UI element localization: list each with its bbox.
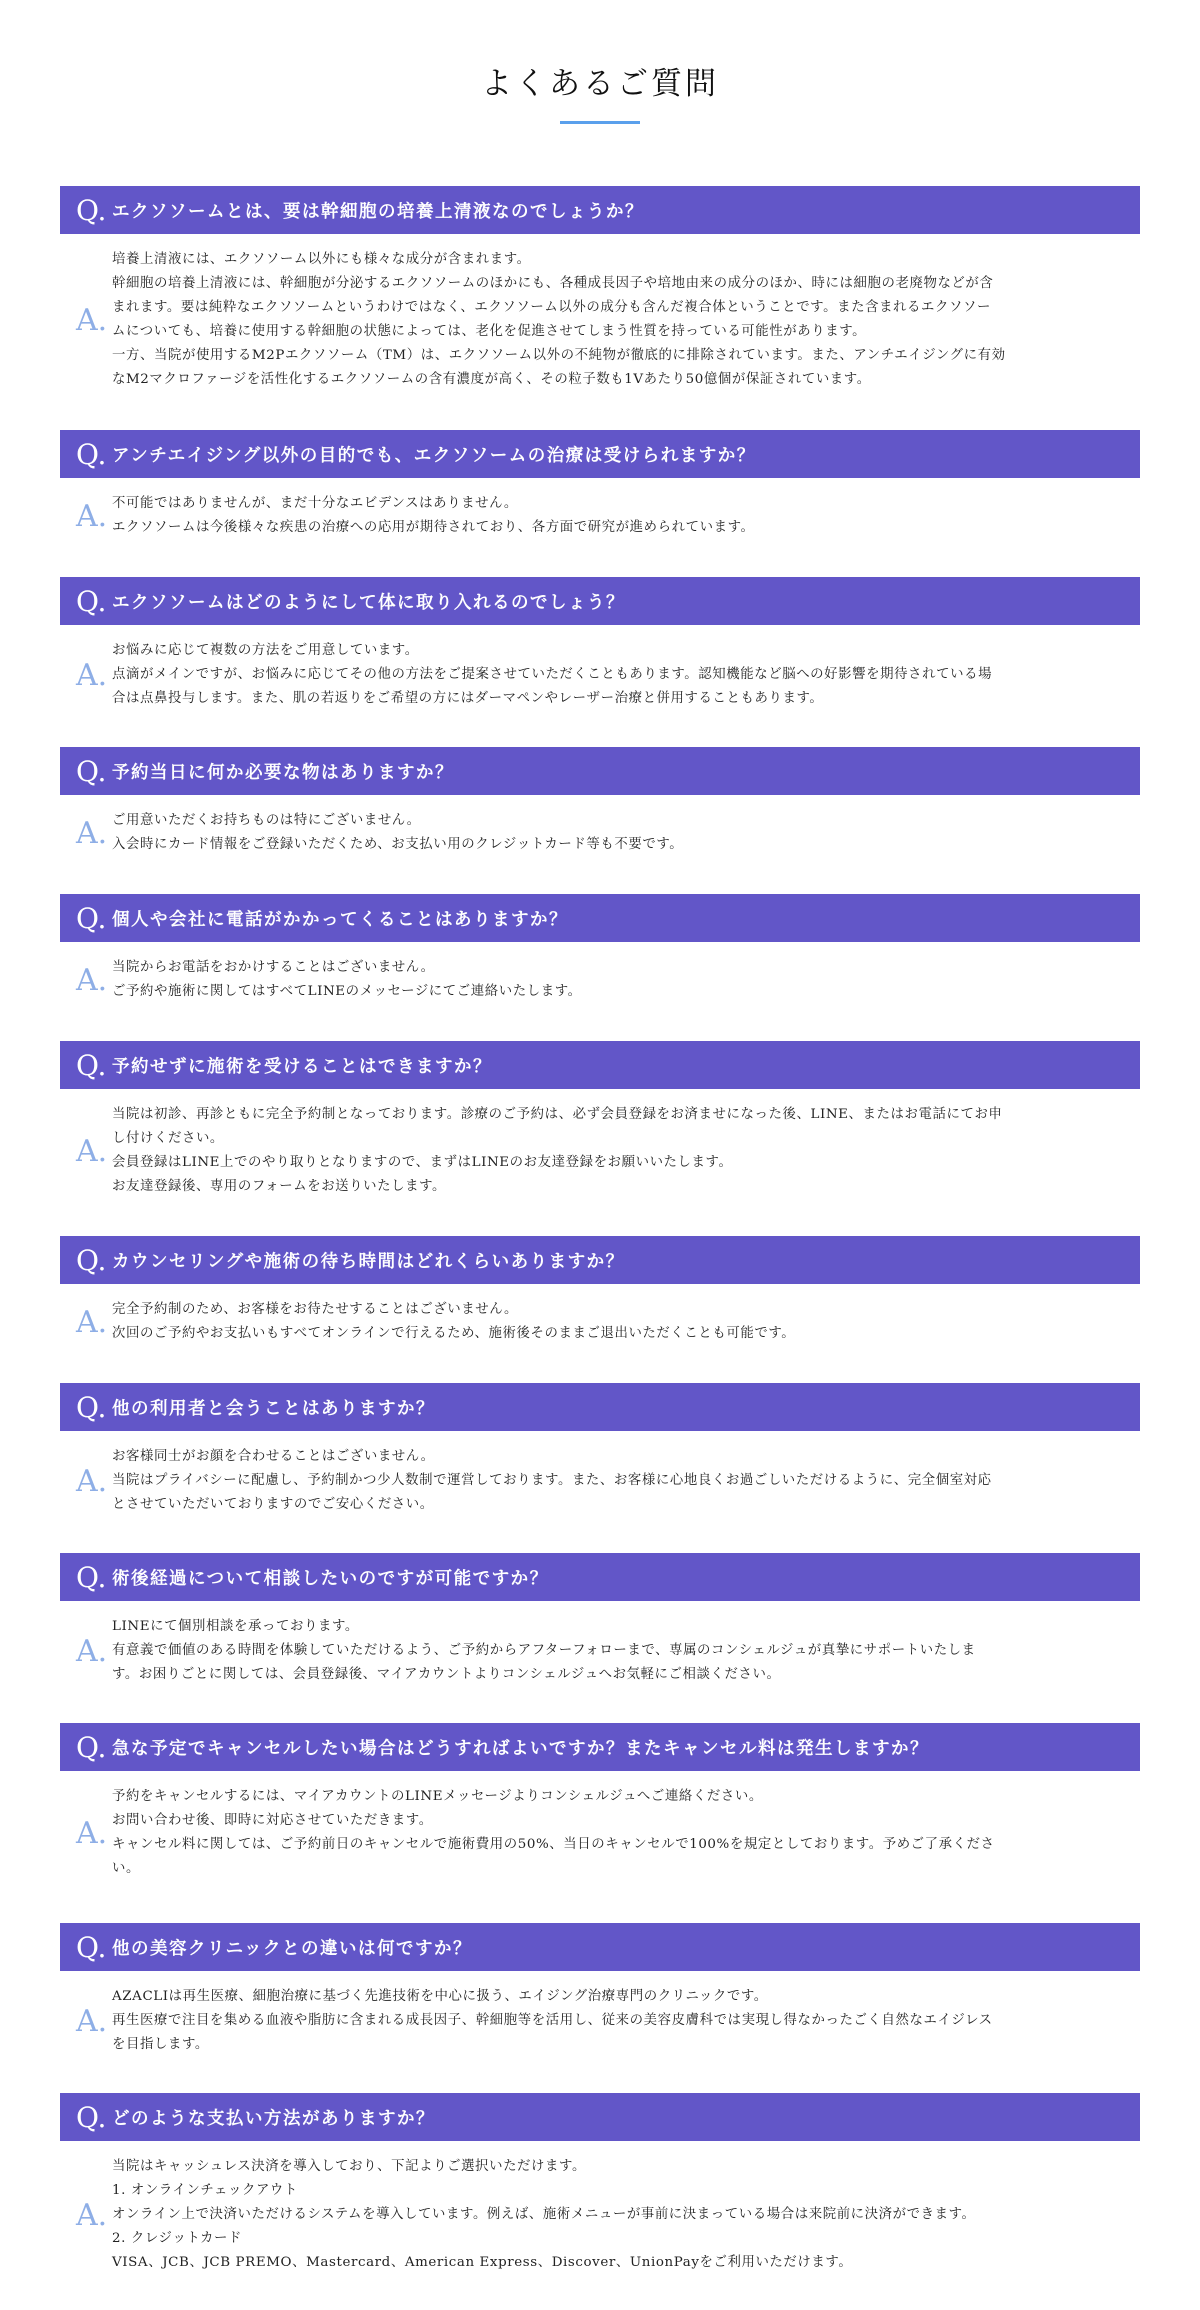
faq-question-bar[interactable]: [60, 1383, 1140, 1431]
faq-answer-line: ご用意いただくお持ちものは特にございません。: [112, 813, 421, 828]
answer-mark-label: A.: [76, 498, 108, 534]
faq-answer-body: [112, 809, 1136, 857]
faq-answer-line: 完全予約制のため、お客様をお待たせすることはございません。: [112, 1302, 518, 1317]
faq-answer: [60, 1601, 1140, 1687]
faq-answer-line: 再生医療で注目を集める血液や脂肪に含まれる成長因子、幹細胞等を活用し、従来の美容皮膚科では実現し得なかったごく自然なエイジレス: [112, 2013, 993, 2028]
faq-answer-line: 点滴がメインですが、お悩みに応じてその他の方法をご提案させていただくこともあります。認知機能など脳への好影響を期待されている場: [112, 667, 993, 682]
faq-answer-line: とさせていただいておりますのでご安心ください。: [112, 1497, 434, 1512]
faq-question-bar[interactable]: [60, 894, 1140, 942]
faq-answer-line: ご予約や施術に関してはすべてLINEのメッセージにてご連絡いたします。: [112, 984, 582, 999]
faq-item: [60, 577, 1140, 711]
faq-question-bar[interactable]: [60, 186, 1140, 234]
question-mark-label: Q.: [76, 1930, 107, 1964]
faq-question-bar[interactable]: [60, 1236, 1140, 1284]
faq-question-text: どのような支払い方法がありますか？: [112, 2108, 435, 2129]
question-mark-label: Q.: [76, 2100, 107, 2134]
faq-answer: [60, 1771, 1140, 1881]
answer-mark-label: A.: [76, 962, 108, 998]
answer-mark-label: A.: [76, 2197, 108, 2233]
faq-answer-line: AZACLIは再生医療、細胞治療に基づく先進技術を中心に扱う、エイジング治療専門のクリニックです。: [112, 1989, 768, 2004]
faq-answer-body: [112, 1615, 1136, 1687]
faq-item: [60, 1553, 1140, 1687]
faq-answer-line: 入会時にカード情報をご登録いただくため、お支払い用のクレジットカード等も不要です。: [112, 837, 684, 852]
faq-answer-line: 有意義で価値のある時間を体験していただけるよう、ご予約からアフターフォローまで、専属のコンシェルジュが真摯にサポートいたしま: [112, 1643, 976, 1658]
faq-answer-line: 当院はキャッシュレス決済を導入しており、下記よりご選択いただけます。: [112, 2159, 586, 2174]
faq-question-bar[interactable]: [60, 577, 1140, 625]
faq-item: [60, 747, 1140, 857]
faq-answer-line: お問い合わせ後、即時に対応させていただきます。: [112, 1813, 433, 1828]
faq-item: [60, 894, 1140, 1004]
faq-answer-body: [112, 1985, 1136, 2057]
faq-answer-line: キャンセル料に関しては、ご予約前日のキャンセルで施術費用の50%、当日のキャンセルで100%を規定としております。予めご了承くださ: [112, 1837, 995, 1852]
faq-question-bar[interactable]: [60, 1923, 1140, 1971]
answer-mark-label: A.: [76, 815, 108, 851]
faq-question-bar[interactable]: [60, 747, 1140, 795]
faq-answer-line: 2. クレジットカード: [112, 2231, 243, 2246]
question-mark-label: Q.: [76, 1730, 107, 1764]
question-mark-label: Q.: [76, 193, 107, 227]
faq-answer-line: 当院は初診、再診ともに完全予約制となっております。診療のご予約は、必ず会員登録をお済ませになった後、LINE、またはお電話にてお申: [112, 1107, 1003, 1122]
question-mark-label: Q.: [76, 1560, 107, 1594]
faq-answer-line: 不可能ではありませんが、まだ十分なエビデンスはありません。: [112, 496, 518, 511]
answer-mark-label: A.: [76, 1815, 108, 1851]
faq-answer-line: お友達登録後、専用のフォームをお送りいたします。: [112, 1179, 447, 1194]
faq-answer-line: い。: [112, 1861, 140, 1876]
answer-mark-label: A.: [76, 2003, 108, 2039]
faq-question-bar[interactable]: [60, 1553, 1140, 1601]
faq-question-text: 術後経過について相談したいのですが可能ですか？: [112, 1568, 549, 1589]
question-mark-label: Q.: [76, 1048, 107, 1082]
faq-answer-line: VISA、JCB、JCB PREMO、Mastercard、American Express、Discover、UnionPayをご利用いただけます。: [112, 2255, 853, 2270]
faq-answer: [60, 1971, 1140, 2057]
faq-answer-line: 当院はプライバシーに配慮し、予約制かつ少人数制で運営しております。また、お客様に心地良くお過ごしいただけるように、完全個室対応: [112, 1473, 992, 1488]
faq-question-text: 予約せずに施術を受けることはできますか？: [112, 1056, 492, 1077]
answer-mark-label: A.: [76, 1304, 108, 1340]
faq-question-bar[interactable]: [60, 2093, 1140, 2141]
faq-question-text: 予約当日に何か必要な物はありますか？: [112, 762, 454, 783]
question-mark-label: Q.: [76, 584, 107, 618]
faq-answer-line: 一方、当院が使用するM2Pエクソソーム（TM）は、エクソソーム以外の不純物が徹底的に排除されています。また、アンチエイジングに有効: [112, 348, 1006, 363]
faq-answer-body: [112, 492, 1136, 540]
faq-question-text: 他の美容クリニックとの違いは何ですか？: [112, 1938, 472, 1959]
faq-question-text: アンチエイジング以外の目的でも、エクソソームの治療は受けられますか？: [112, 445, 756, 466]
faq-item: [60, 1041, 1140, 1199]
faq-question-text: 他の利用者と会うことはありますか？: [112, 1398, 435, 1419]
faq-answer-body: [112, 639, 1136, 711]
faq-answer: [60, 1089, 1140, 1199]
faq-answer-line: 次回のご予約やお支払いもすべてオンラインで行えるため、施術後そのままご退出いただくことも可能です。: [112, 1326, 796, 1341]
answer-mark-label: A.: [76, 1633, 108, 1669]
faq-answer-body: [112, 1445, 1136, 1517]
faq-answer: [60, 234, 1140, 392]
faq-answer-line: オンライン上で決済いただけるシステムを導入しています。例えば、施術メニューが事前に決まっている場合は来院前に決済ができます。: [112, 2207, 976, 2222]
faq-answer-line: ムについても、培養に使用する幹細胞の状態によっては、老化を促進させてしまう性質を持っている可能性があります。: [112, 324, 867, 339]
question-mark-label: Q.: [76, 1390, 107, 1424]
faq-answer-line: エクソソームは今後様々な疾患の治療への応用が期待されており、各方面で研究が進められています。: [112, 520, 755, 535]
faq-item: [60, 1383, 1140, 1517]
faq-answer-line: 合は点鼻投与します。また、肌の若返りをご希望の方にはダーマペンやレーザー治療と併用することもあります。: [112, 691, 824, 706]
faq-answer-line: LINEにて個別相談を承っております。: [112, 1619, 359, 1634]
faq-answer: [60, 1284, 1140, 1346]
answer-mark-label: A.: [76, 657, 108, 693]
title-underline: [560, 121, 640, 124]
faq-item: [60, 430, 1140, 540]
faq-answer-body: [112, 956, 1136, 1004]
faq-item: [60, 1236, 1140, 1346]
faq-answer-line: 幹細胞の培養上清液には、幹細胞が分泌するエクソソームのほかにも、各種成長因子や培地由来の成分のほか、時には細胞の老廃物などが含: [112, 276, 994, 291]
page-title: よくあるご質問: [481, 66, 719, 102]
faq-answer-body: [112, 1785, 1136, 1881]
question-mark-label: Q.: [76, 754, 107, 788]
faq-answer-line: 会員登録はLINE上でのやり取りとなりますので、まずはLINEのお友達登録をお願いいたします。: [112, 1155, 733, 1170]
faq-answer-line: 培養上清液には、エクソソーム以外にも様々な成分が含まれます。: [112, 252, 531, 267]
answer-mark-label: A.: [76, 1463, 108, 1499]
faq-answer-line: 予約をキャンセルするには、マイアカウントのLINEメッセージよりコンシェルジュへご連絡ください。: [112, 1789, 763, 1804]
faq-item: [60, 1723, 1140, 1881]
faq-answer-line: お悩みに応じて複数の方法をご用意しています。: [112, 643, 419, 658]
faq-answer-line: を目指します。: [112, 2037, 209, 2052]
faq-question-text: エクソソームとは、要は幹細胞の培養上清液なのでしょうか？: [112, 201, 644, 222]
faq-question-text: カウンセリングや施術の待ち時間はどれくらいありますか？: [112, 1251, 625, 1272]
faq-answer-line: す。お困りごとに関しては、会員登録後、マイアカウントよりコンシェルジュへお気軽にご相談ください。: [112, 1667, 781, 1682]
faq-answer-line: お客様同士がお顔を合わせることはございません。: [112, 1449, 435, 1464]
faq-item: [60, 186, 1140, 392]
faq-answer: [60, 2141, 1140, 2275]
faq-answer-line: し付けください。: [112, 1131, 224, 1146]
faq-answer-body: [112, 1103, 1136, 1199]
faq-answer-body: [112, 2155, 1136, 2275]
question-mark-label: Q.: [76, 1243, 107, 1277]
answer-mark-label: A.: [76, 1133, 108, 1169]
faq-answer-line: なM2マクロファージを活性化するエクソソームの含有濃度が高く、その粒子数も1Vあたり50億個が保証されています。: [112, 372, 871, 387]
faq-answer-line: まれます。要は純粋なエクソソームというわけではなく、エクソソーム以外の成分も含んだ複合体ということです。また含まれるエクソソー: [112, 300, 991, 315]
faq-item: [60, 1923, 1140, 2057]
question-mark-label: Q.: [76, 901, 107, 935]
faq-answer-body: [112, 1298, 1136, 1346]
faq-question-bar[interactable]: [60, 430, 1140, 478]
faq-question-text: エクソソームはどのようにして体に取り入れるのでしょう？: [112, 592, 625, 613]
faq-answer: [60, 625, 1140, 711]
faq-answer-line: 1. オンラインチェックアウト: [112, 2183, 298, 2198]
faq-answer: [60, 1431, 1140, 1517]
faq-answer: [60, 942, 1140, 1004]
faq-question-bar[interactable]: [60, 1723, 1140, 1771]
faq-question-bar[interactable]: [60, 1041, 1140, 1089]
faq-answer: [60, 478, 1140, 540]
faq-answer: [60, 795, 1140, 857]
faq-answer-line: 当院からお電話をおかけすることはございません。: [112, 960, 435, 975]
answer-mark-label: A.: [76, 302, 108, 338]
question-mark-label: Q.: [76, 437, 107, 471]
faq-answer-body: [112, 248, 1136, 392]
faq-question-text: 個人や会社に電話がかかってくることはありますか？: [112, 909, 568, 930]
faq-question-text: 急な予定でキャンセルしたい場合はどうすればよいですか？またキャンセル料は発生しますか？: [112, 1738, 929, 1759]
faq-item: [60, 2093, 1140, 2275]
